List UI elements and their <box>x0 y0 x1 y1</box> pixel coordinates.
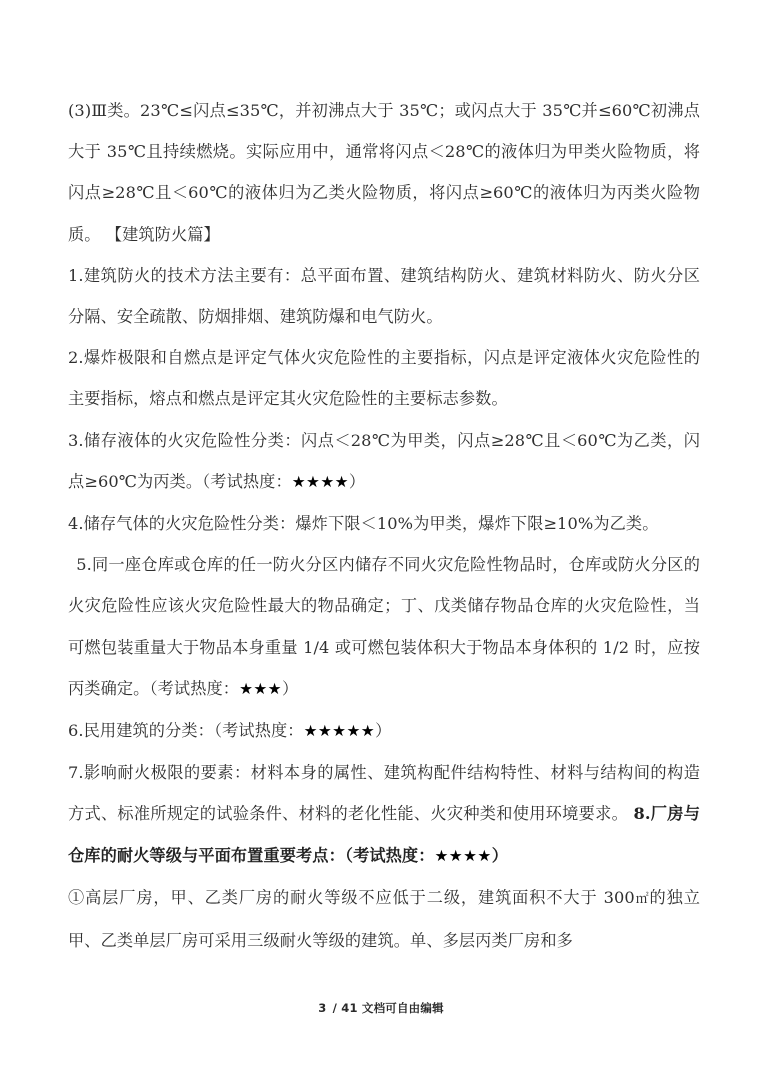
exam-heat-stars: ★★★★★ <box>303 722 376 741</box>
text-run: (3)Ⅲ类。23℃≤闪点≤35℃，并初沸点大于 35℃；或闪点大于 35℃并≤60℃初沸点大于 35℃且持续燃烧。实际应用中，通常将闪点＜28℃的液体归为甲类火险物质，将闪点≥28℃且＜60℃的液体归为乙类火险物质，将闪点≥60℃的液体归为丙类火险物质。 【建筑防火篇】 <box>68 101 700 244</box>
text-run: 6.民用建筑的分类：（考试热度： <box>68 721 304 741</box>
text-run: ） <box>281 678 299 698</box>
paragraph-class-iii <box>68 90 700 255</box>
exam-heat-stars: ★★★★ <box>434 846 492 865</box>
area-unit: ㎡ <box>634 891 650 907</box>
text-run: ） <box>348 471 366 491</box>
paragraph-item-1 <box>68 255 700 337</box>
text-run: 7.影响耐火极限的要素：材料本身的属性、建筑构配件结构特性、材料与结构间的构造方式、标准所规定的试验条件、材料的老化性能、火灾种类和使用环境要求。 <box>68 763 700 824</box>
paragraph-item-5 <box>68 544 700 710</box>
paragraph-item-6 <box>68 710 700 752</box>
text-run: 的独立甲、乙类单层厂房可采用三级耐火等级的建筑。单、多层丙类厂房和多 <box>68 887 700 951</box>
paragraph-item-3 <box>68 420 700 503</box>
text-run: 4.储存气体的火灾危险性分类：爆炸下限＜10%为甲类，爆炸下限≥10%为乙类。 <box>68 514 659 534</box>
paragraph-item-4 <box>68 503 700 544</box>
text-run: ①高层厂房，甲、乙类厂房的耐火等级不应低于二级，建筑面积不大于 300 <box>68 887 635 907</box>
exam-heat-stars: ★★★★ <box>291 472 349 491</box>
text-run: ） <box>375 721 392 741</box>
paragraph-item-2 <box>68 337 700 419</box>
emphasis-run: ） <box>491 845 508 865</box>
paragraph-item-7-and-8 <box>68 752 700 877</box>
paragraph-circled-1 <box>68 877 700 961</box>
footer-separator: / <box>332 1001 338 1015</box>
exam-heat-stars: ★★★ <box>239 679 282 698</box>
text-run: 5.同一座仓库或仓库的任一防火分区内储存不同火灾危险性物品时，仓库或防火分区的火灾危险性应该火灾危险性最大的物品确定；丁、戊类储存物品仓库的火灾危险性，当可燃包装重量大于物品本身重量 1/4 或可燃包装体积大于物品本身体积的 1/2 时，应按丙类确定。（考试热度： <box>68 555 700 698</box>
text-run: 1.建筑防火的技术方法主要有：总平面布置、建筑结构防火、建筑材料防火、防火分区分隔、安全疏散、防烟排烟、建筑防爆和电气防火。 <box>68 265 700 327</box>
emphasis-run: 8.厂房与仓库的耐火等级与平面布置重要考点：（考试热度： <box>68 804 700 865</box>
footer-note: 文档可自由编辑 <box>361 1001 444 1015</box>
text-run: 3.储存液体的火灾危险性分类：闪点＜28℃为甲类，闪点≥28℃且＜60℃为乙类，闪点≥60℃为丙类。（考试热度： <box>68 430 700 491</box>
page-footer <box>0 1000 762 1016</box>
text-run: 2.爆炸极限和自燃点是评定气体火灾危险性的主要指标，闪点是评定液体火灾危险性的主要指标，熔点和燃点是评定其火灾危险性的主要标志参数。 <box>68 348 700 409</box>
document-body <box>68 90 700 961</box>
footer-page-number: 3 <box>318 1001 327 1015</box>
footer-page-total: 41 <box>341 1001 358 1015</box>
